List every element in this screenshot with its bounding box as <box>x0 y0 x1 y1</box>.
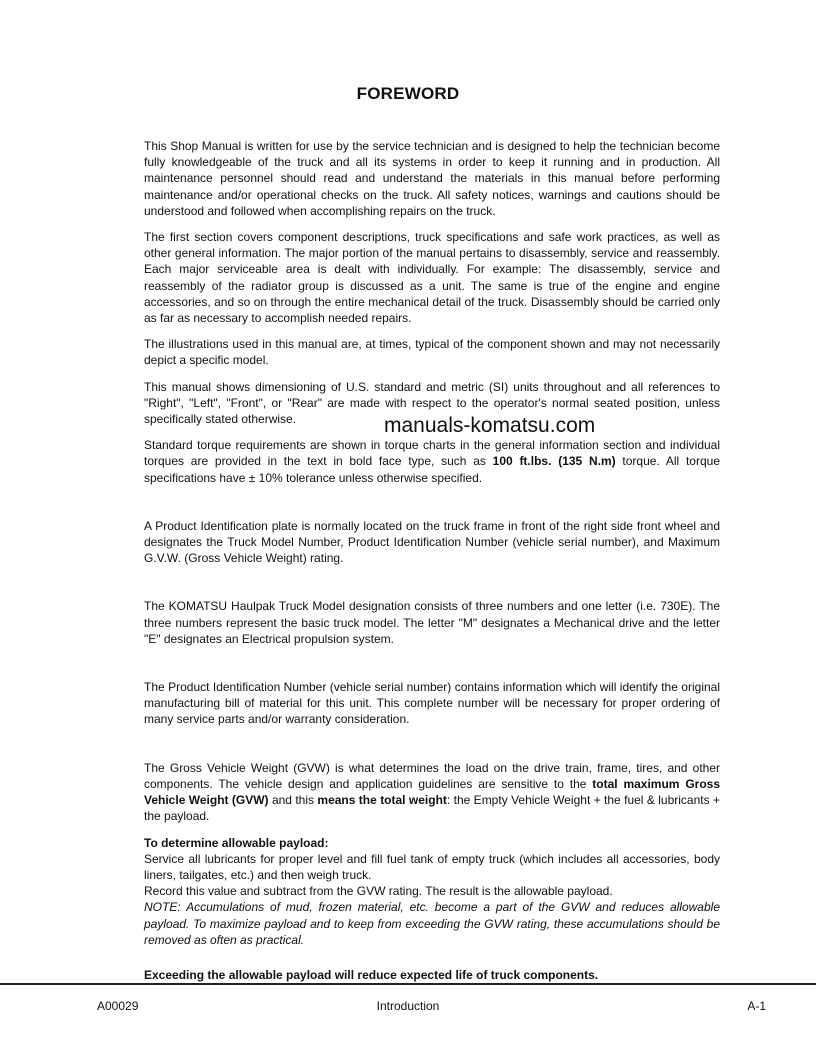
paragraph-illustrations: The illustrations used in this manual are, at times, typical of the component shown and may not necessarily depict a specific model. <box>144 337 720 368</box>
paragraph-sections: The first section covers component descriptions, truck specifications and safe work practices, as well as other general information. The major portion of the manual pertains to disassembly, service and reassembly. Each major serviceable area is dealt with individually. For example: The disassembly, service and reassembly of the radiator group is discussed as a unit. The same is true of the engine and engine accessories, and so on through the entire mechanical detail of the truck. Disassembly should be carried only as far as necessary to accomplish needed repairs. <box>144 230 720 326</box>
payload-warning: Exceeding the allowable payload will reduce expected life of truck components. <box>144 967 599 982</box>
paragraph-serial-number: The Product Identification Number (vehicle serial number) contains information which will identify the original manufacturing bill of material for this unit. This complete number will be necessary for proper ordering of many service parts and/or warranty consideration. <box>144 680 720 727</box>
footer-rule <box>0 983 816 985</box>
footer-page-number: A-1 <box>747 999 766 1013</box>
payload-step-1: Service all lubricants for proper level and fill fuel tank of empty truck (which includes all accessories, body liners, tailgates, etc.) and then weigh truck. <box>144 851 720 882</box>
gvw-text-a: The Gross Vehicle Weight (GVW) is what determines the load on the drive train, frame, tires, and other components. The vehicle design and application guidelines are sensitive to the <box>144 760 720 791</box>
paragraph-identification-plate: A Product Identification plate is normally located on the truck frame in front of the right side front wheel and designates the Truck Model Number, Product Identification Number (vehicle serial number), and Maximum G.V.W. (Gross Vehicle Weight) rating. <box>144 518 720 566</box>
paragraph-purpose: This Shop Manual is written for use by the service technician and is designed to help the technician become fully knowledgeable of the truck and all its systems in order to keep it running and in production. All maintenance personnel should read and understand the materials in this manual before performing maintenance and/or operational checks on the truck. All safety notices, warnings and cautions should be understood and followed when accomplishing repairs on the truck. <box>144 139 720 218</box>
watermark: manuals-komatsu.com <box>384 414 596 437</box>
gvw-bold-max: total maximum Gross Vehicle Weight (GVW) <box>144 776 720 808</box>
torque-text-a: Standard torque requirements are shown in torque charts in the general information section and individual torques are provided in the text in bold face type, such as <box>144 438 720 469</box>
gvw-bold-total: means the total weight <box>317 793 447 808</box>
page-title: FOREWORD <box>356 84 460 103</box>
paragraph-torque <box>144 437 720 486</box>
foreword-body <box>144 138 720 983</box>
paragraph-gvw <box>144 760 720 825</box>
paragraph-units: This manual shows dimensioning of U.S. standard and metric (SI) units throughout and all references to "Right", "Left", "Front", or "Rear" are made with respect to the operator's normal seated position, unless specifically stated otherwise. <box>144 379 720 427</box>
payload-step-2: Record this value and subtract from the GVW rating. The result is the allowable payload. <box>144 884 613 899</box>
payload-heading: To determine allowable payload: <box>144 835 329 850</box>
gvw-text-c: and this <box>268 793 318 808</box>
paragraph-model-designation: The KOMATSU Haulpak Truck Model designation consists of three numbers and one letter (i.e. 730E). The three numbers represent the basic truck model. The letter "M" designates a Mechanical drive and the letter "E" designates an Electrical propulsion system. <box>144 599 720 646</box>
gvw-text-e: : the Empty Vehicle Weight + the fuel & lubricants + the payload. <box>144 793 720 824</box>
footer-doc-code: A00029 <box>97 999 139 1013</box>
footer-section: Introduction <box>376 999 440 1013</box>
payload-note: NOTE: Accumulations of mud, frozen material, etc. become a part of the GVW and reduces allowable payload. To maximize payload and to keep from exceeding the GVW rating, these accumulations should be removed as often as practical. <box>144 900 720 947</box>
torque-example: 100 ft.lbs. (135 N.m) <box>492 454 616 469</box>
torque-text-c: torque. All torque specifications have ± 10% tolerance unless otherwise specified. <box>144 454 720 485</box>
